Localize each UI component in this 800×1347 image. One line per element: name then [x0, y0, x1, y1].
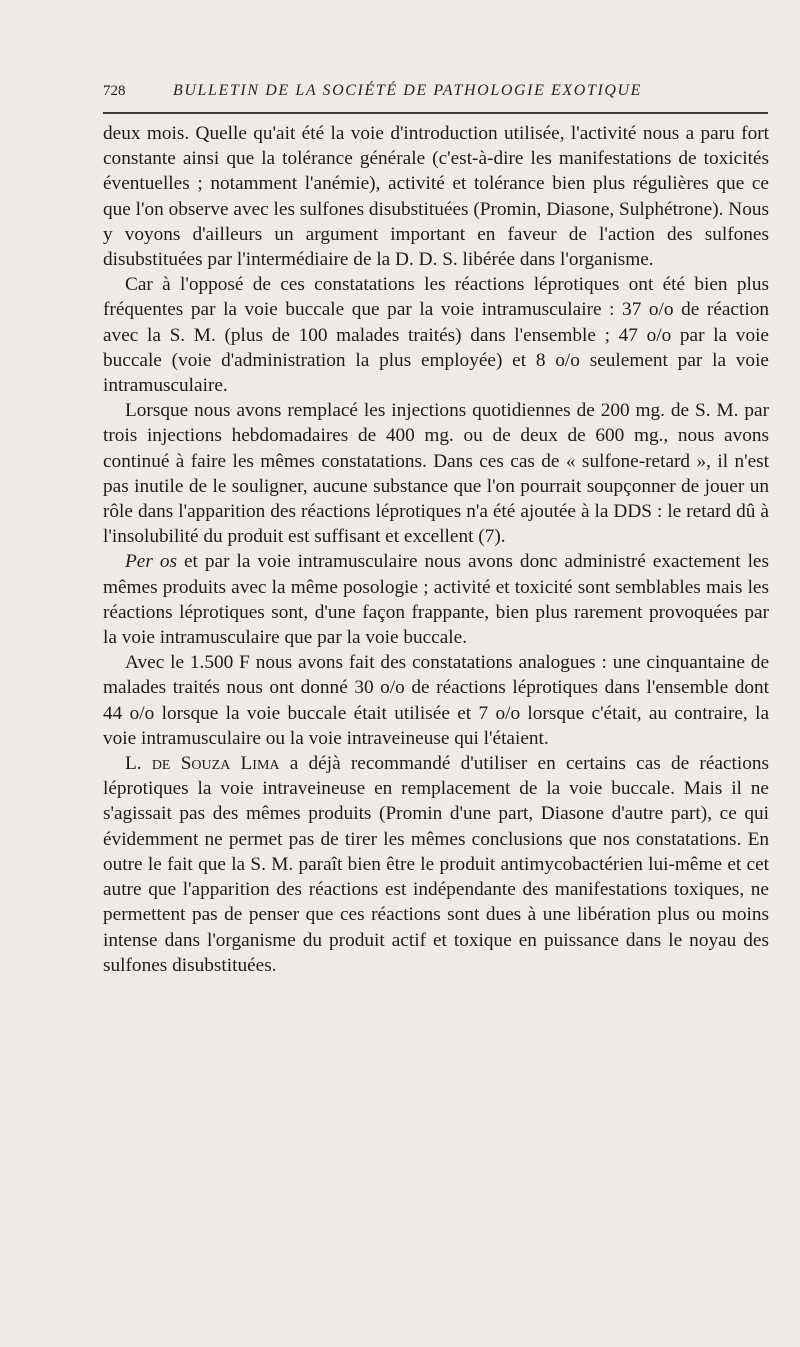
paragraph-3: Lorsque nous avons remplacé les injections quotidiennes de 200 mg. de S. M. par trois injections hebdomadaires de 400 mg. ou de deux de 600 mg., nous avons continué à faire les mêmes constatations. Dans ces cas de « sulfone-retard », il n'est pas inutile de le souligner, aucune substance que l'on pourrait soupçonner de jouer un rôle dans l'apparition des réactions léprotiques n'a été ajoutée à la DDS : le retard dû à l'insolubilité du produit est suffisant et excellent (7). — [103, 400, 769, 548]
paragraph-6 — [103, 751, 769, 978]
per-os-term: Per os — [125, 551, 177, 573]
paragraph-2: Car à l'opposé de ces constatations les réactions léprotiques ont été bien plus fréquentes par la voie buccale que par la voie intramusculaire : 37 o/o de réaction avec la S. M. (plus de 100 malades traités) dans l'ensemble ; 47 o/o par la voie buccale (voie d'administration la plus employée) et 8 o/o seulement par la voie intramusculaire. — [103, 274, 769, 397]
paragraph-4 — [103, 549, 769, 650]
paragraph-6-text: a déjà recommandé d'utiliser en certains cas de réactions léprotiques la voie intraveineuse en remplacement de la voie buccale. Mais il ne s'agissait pas des mêmes produits (Promin d'une part, Diasone d'autre part), ce qui évidemment ne permet pas de tirer les mêmes conclusions que nos constatations. En outre le fait que la S. M. paraît bien être le produit antimycobactérien lui-même et cet autre que l'apparition des réactions est indépendante des manifestations toxiques, ne permettent pas de penser que ces réactions sont dues à une libération plus ou moins intense dans l'organisme du produit actif et toxique en puissance dans le noyau des sulfones disubstituées. — [103, 753, 769, 976]
paragraph-4-text: et par la voie intramusculaire nous avons donc administré exactement les mêmes produits avec la même posologie ; activité et toxicité sont semblables mais les réactions léprotiques sont, d'une façon frappante, bien plus rarement provoquées par la voie intramusculaire que par la voie buccale. — [103, 551, 769, 649]
paragraph-5: Avec le 1.500 F nous avons fait des constatations analogues : une cinquantaine de malades traités nous ont donné 30 o/o de réactions léprotiques dans l'ensemble dont 44 o/o lorsque la voie buccale était utilisée et 7 o/o lorsque c'était, au contraire, la voie intramusculaire ou la voie intraveineuse qui l'étaient. — [103, 652, 769, 749]
cited-author: L. de Souza Lima — [125, 753, 280, 775]
header-rule — [103, 112, 768, 114]
body-text — [103, 121, 769, 978]
page-number: 728 — [103, 83, 126, 99]
page-header — [103, 81, 768, 105]
running-title: BULLETIN DE LA SOCIÉTÉ DE PATHOLOGIE EXOTIQUE — [173, 82, 643, 99]
paragraph-1: deux mois. Quelle qu'ait été la voie d'introduction utilisée, l'activité nous a paru fort constante ainsi que la tolérance générale (c'est-à-dire les manifestations de toxicités éventuelles ; notamment l'anémie), activité et tolérance bien plus régulières que ce que l'on observe avec les sulfones disubstituées (Promin, Diasone, Sulphétrone). Nous y voyons d'ailleurs un argument important en faveur de l'action des sulfones disubstituées par l'intermédiaire de la D. D. S. libérée dans l'organisme. — [103, 123, 769, 271]
